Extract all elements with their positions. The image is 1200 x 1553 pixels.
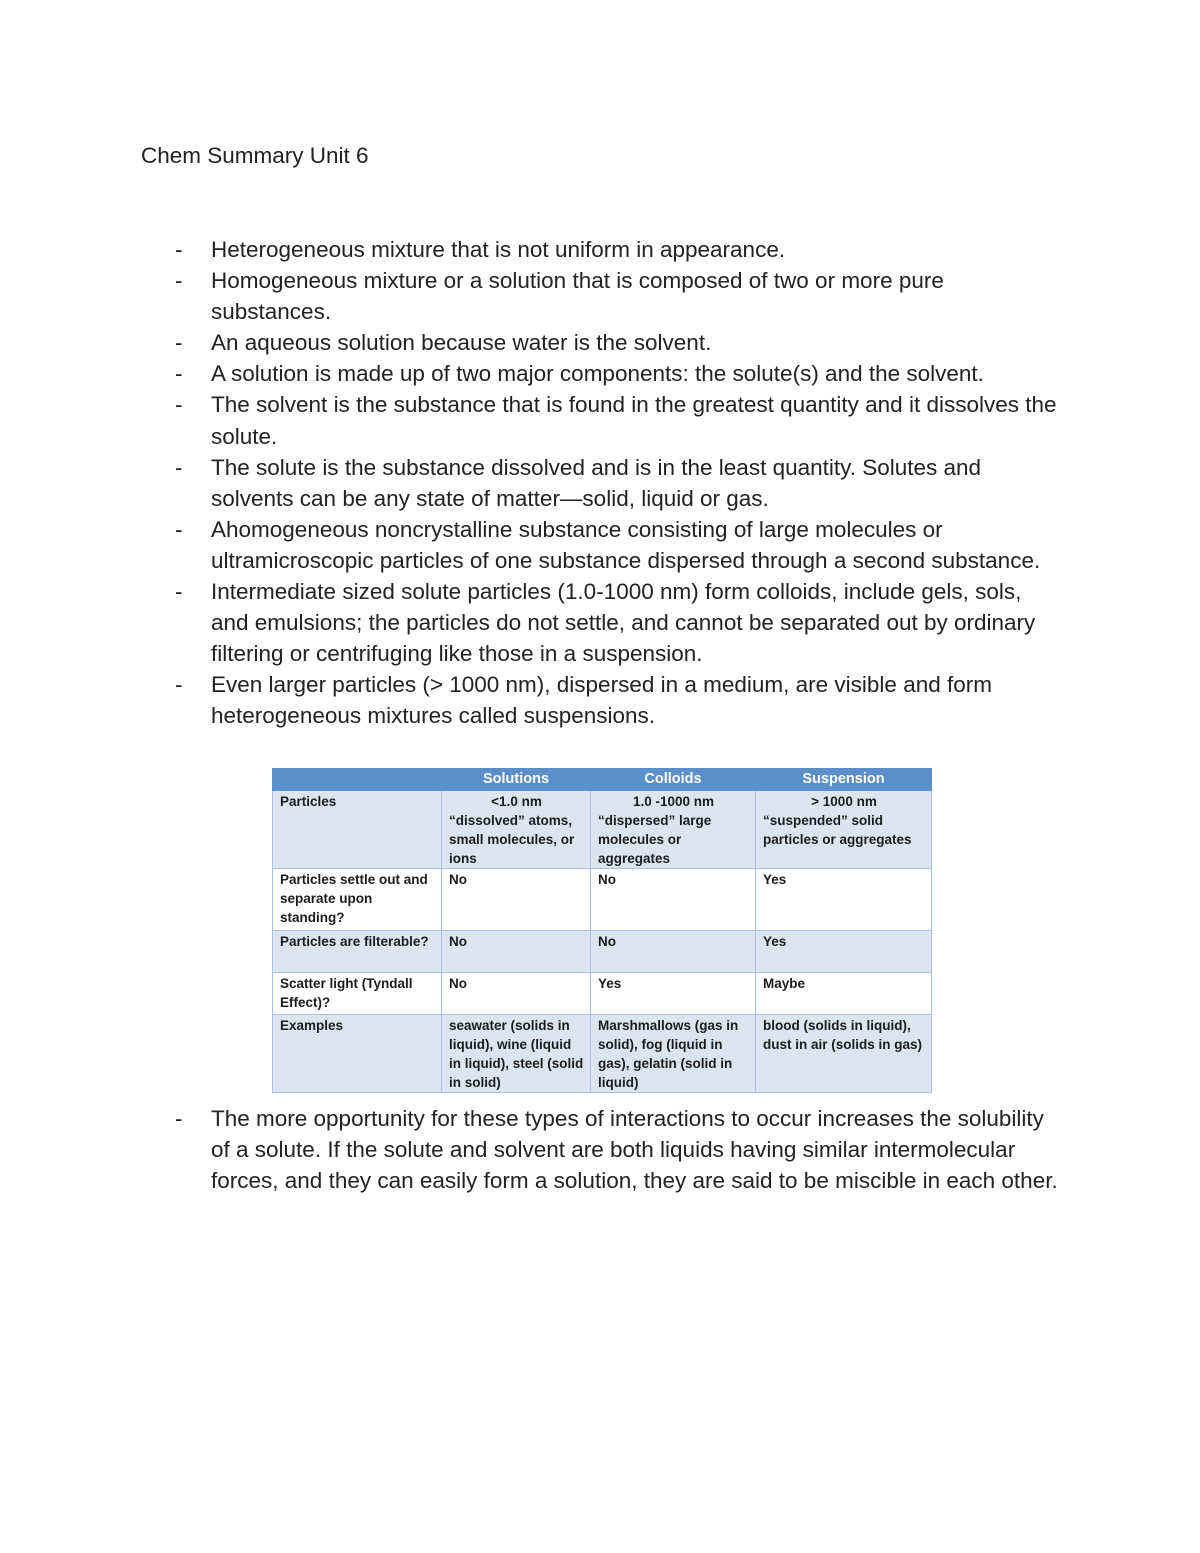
bullet-marker: - bbox=[175, 237, 183, 262]
table-row-filterable bbox=[273, 931, 932, 973]
bullet-text: The solute is the substance dissolved and is in the least quantity. Solutes and solvents can be any state of matter—solid, liquid or gas. bbox=[211, 454, 982, 511]
bullet-text: Intermediate sized solute particles (1.0-1000 nm) form colloids, include gels, sols, and emulsions; the particles do not settle, and cannot be separated out by ordinary filtering or centrifuging like those in a suspension. bbox=[211, 579, 1036, 667]
table-cell: Yes bbox=[756, 931, 932, 973]
row-label: Particles bbox=[273, 791, 442, 869]
bullet-marker: - bbox=[175, 672, 183, 698]
table-cell: Yes bbox=[756, 869, 932, 931]
page-title: Chem Summary Unit 6 bbox=[141, 143, 369, 168]
bullet-marker: - bbox=[175, 330, 183, 356]
table-cell: Maybe bbox=[756, 973, 932, 1015]
bullet-text: A solution is made up of two major components: the solute(s) and the solvent. bbox=[211, 361, 984, 387]
cell-description: “suspended” solid particles or aggregates bbox=[763, 813, 912, 847]
bullet-item bbox=[0, 327, 1061, 358]
bullet-item bbox=[0, 576, 1061, 669]
row-label: Examples bbox=[273, 1015, 442, 1093]
table-cell: No bbox=[442, 931, 591, 973]
mixture-comparison-table bbox=[272, 768, 932, 1093]
table-cell: Marshmallows (gas in solid), fog (liquid in gas), gelatin (solid in liquid) bbox=[591, 1015, 756, 1093]
row-label: Particles are filterable? bbox=[273, 931, 442, 973]
bullet-list-bottom bbox=[0, 1103, 1200, 1196]
table-cell bbox=[756, 791, 932, 869]
table-cell: seawater (solids in liquid), wine (liquid in liquid), steel (solid in solid) bbox=[442, 1015, 591, 1093]
bullet-text: Ahomogeneous noncrystalline substance consisting of large molecules or ultramicroscopic particles of one substance dispersed through a second substance. bbox=[211, 516, 1041, 573]
bullet-item bbox=[0, 1103, 1061, 1196]
cell-size: > 1000 nm bbox=[811, 794, 877, 809]
bullet-item bbox=[0, 234, 1061, 265]
bullet-marker: - bbox=[175, 1106, 183, 1131]
cell-description: “dispersed” large molecules or aggregates bbox=[598, 813, 712, 866]
table-cell: No bbox=[591, 869, 756, 931]
table-row-particles bbox=[273, 791, 932, 869]
row-label: Scatter light (Tyndall Effect)? bbox=[273, 973, 442, 1015]
table-header-suspension: Suspension bbox=[756, 769, 932, 791]
table-row-settle bbox=[273, 869, 932, 931]
bullet-item bbox=[0, 389, 1061, 451]
table-header-colloids: Colloids bbox=[591, 769, 756, 791]
bullet-marker: - bbox=[175, 392, 183, 418]
table-row-tyndall bbox=[273, 973, 932, 1015]
row-label: Particles settle out and separate upon standing? bbox=[273, 869, 442, 931]
cell-description: “dissolved” atoms, small molecules, or ions bbox=[449, 813, 575, 866]
bullet-text: Heterogeneous mixture that is not uniform in appearance. bbox=[211, 237, 786, 262]
table-cell: No bbox=[591, 931, 756, 973]
bullet-text: The more opportunity for these types of interactions to occur increases the solubility of a solute. If the solute and solvent are both liquids having similar intermolecular forces, and they can easily form a solution, they are said to be miscible in each other. bbox=[211, 1106, 1058, 1194]
table-header-solutions: Solutions bbox=[442, 769, 591, 791]
bullet-item bbox=[0, 358, 1061, 389]
table-cell: blood (solids in liquid), dust in air (solids in gas) bbox=[756, 1015, 932, 1093]
bullet-item bbox=[0, 669, 1061, 731]
table-cell: No bbox=[442, 869, 591, 931]
table-cell bbox=[442, 791, 591, 869]
bullet-item bbox=[0, 452, 1061, 514]
bullet-item bbox=[0, 514, 1061, 576]
bullet-text: An aqueous solution because water is the solvent. bbox=[211, 330, 712, 356]
table-cell: Yes bbox=[591, 973, 756, 1015]
cell-size: 1.0 -1000 nm bbox=[632, 794, 715, 809]
bullet-text: Homogeneous mixture or a solution that is composed of two or more pure substances. bbox=[211, 268, 944, 325]
bullet-text: Even larger particles (> 1000 nm), dispersed in a medium, are visible and form heterogeneous mixtures called suspensions. bbox=[211, 672, 992, 729]
bullet-marker: - bbox=[175, 579, 183, 605]
bullet-text: The solvent is the substance that is found in the greatest quantity and it dissolves the solute. bbox=[211, 392, 1057, 449]
bullet-marker: - bbox=[175, 516, 183, 542]
mixture-comparison-table-image bbox=[272, 768, 931, 1089]
table-header-corner bbox=[273, 769, 442, 791]
bullet-marker: - bbox=[175, 361, 183, 387]
bullet-item bbox=[0, 265, 1061, 327]
table-header-row bbox=[273, 769, 932, 791]
cell-size: <1.0 nm bbox=[491, 794, 542, 809]
table-cell bbox=[591, 791, 756, 869]
table-row-examples bbox=[273, 1015, 932, 1093]
bullet-marker: - bbox=[175, 454, 183, 480]
bullet-marker: - bbox=[175, 268, 183, 294]
bullet-list-top bbox=[0, 234, 1200, 732]
table-cell: No bbox=[442, 973, 591, 1015]
